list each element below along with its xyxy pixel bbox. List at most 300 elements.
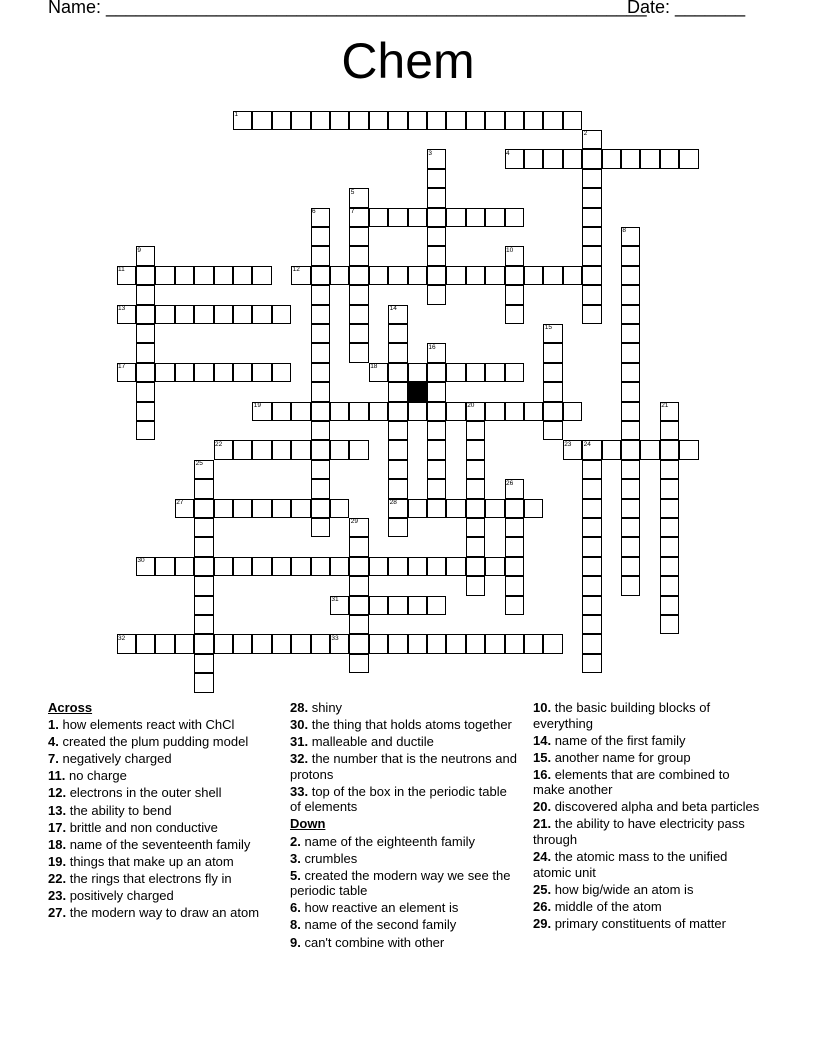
grid-cell[interactable]	[427, 169, 447, 189]
grid-cell[interactable]	[582, 537, 602, 557]
grid-cell[interactable]	[446, 499, 466, 519]
grid-cell[interactable]	[349, 557, 369, 577]
grid-cell[interactable]	[563, 440, 583, 460]
grid-cell[interactable]	[369, 557, 389, 577]
grid-cell[interactable]	[369, 596, 389, 616]
grid-cell[interactable]	[272, 305, 292, 325]
grid-cell[interactable]	[311, 111, 331, 131]
grid-cell[interactable]	[136, 324, 156, 344]
grid-cell[interactable]	[311, 382, 331, 402]
grid-cell[interactable]	[311, 266, 331, 286]
grid-cell[interactable]	[233, 363, 253, 383]
grid-cell[interactable]	[175, 557, 195, 577]
grid-cell[interactable]	[311, 402, 331, 422]
grid-cell[interactable]	[485, 208, 505, 228]
grid-cell[interactable]	[582, 440, 602, 460]
grid-cell[interactable]	[427, 246, 447, 266]
grid-cell[interactable]	[582, 266, 602, 286]
grid-cell[interactable]	[272, 111, 292, 131]
grid-cell[interactable]	[485, 363, 505, 383]
grid-cell[interactable]	[660, 596, 680, 616]
grid-cell[interactable]	[582, 149, 602, 169]
grid-cell[interactable]	[330, 634, 350, 654]
grid-cell[interactable]	[136, 305, 156, 325]
grid-cell[interactable]	[311, 246, 331, 266]
grid-cell[interactable]	[369, 634, 389, 654]
name-field[interactable]: Name: ______________________________________________________	[48, 0, 647, 17]
grid-cell[interactable]	[311, 518, 331, 538]
grid-cell[interactable]	[582, 246, 602, 266]
grid-cell[interactable]	[252, 499, 272, 519]
grid-cell[interactable]	[466, 421, 486, 441]
grid-cell[interactable]	[466, 634, 486, 654]
grid-cell[interactable]	[291, 266, 311, 286]
grid-cell[interactable]	[388, 363, 408, 383]
grid-cell[interactable]	[214, 557, 234, 577]
grid-cell[interactable]	[427, 596, 447, 616]
grid-cell[interactable]	[505, 596, 525, 616]
grid-cell[interactable]	[388, 479, 408, 499]
grid-cell[interactable]	[349, 440, 369, 460]
grid-cell[interactable]	[136, 246, 156, 266]
grid-cell[interactable]	[621, 479, 641, 499]
grid-cell[interactable]	[369, 111, 389, 131]
grid-cell[interactable]	[408, 634, 428, 654]
grid-cell[interactable]	[388, 518, 408, 538]
grid-cell[interactable]	[369, 266, 389, 286]
grid-cell[interactable]	[505, 634, 525, 654]
grid-cell[interactable]	[194, 576, 214, 596]
grid-cell[interactable]	[582, 654, 602, 674]
grid-cell[interactable]	[427, 363, 447, 383]
grid-cell[interactable]	[349, 343, 369, 363]
grid-cell[interactable]	[621, 402, 641, 422]
grid-cell[interactable]	[349, 227, 369, 247]
grid-cell[interactable]	[291, 440, 311, 460]
grid-cell[interactable]	[505, 285, 525, 305]
grid-cell[interactable]	[427, 188, 447, 208]
grid-cell[interactable]	[194, 537, 214, 557]
grid-cell[interactable]	[524, 634, 544, 654]
grid-cell[interactable]	[446, 557, 466, 577]
grid-cell[interactable]	[427, 460, 447, 480]
grid-cell[interactable]	[621, 499, 641, 519]
grid-cell[interactable]	[388, 499, 408, 519]
grid-cell[interactable]	[252, 402, 272, 422]
grid-cell[interactable]	[640, 149, 660, 169]
grid-cell[interactable]	[621, 460, 641, 480]
grid-cell[interactable]	[369, 363, 389, 383]
grid-cell[interactable]	[155, 634, 175, 654]
grid-cell[interactable]	[194, 305, 214, 325]
grid-cell[interactable]	[582, 615, 602, 635]
grid-cell[interactable]	[582, 169, 602, 189]
grid-cell[interactable]	[311, 479, 331, 499]
grid-cell[interactable]	[427, 402, 447, 422]
grid-cell[interactable]	[563, 402, 583, 422]
grid-cell[interactable]	[466, 460, 486, 480]
grid-cell[interactable]	[505, 305, 525, 325]
grid-cell[interactable]	[621, 518, 641, 538]
grid-cell[interactable]	[505, 402, 525, 422]
grid-cell[interactable]	[233, 499, 253, 519]
grid-cell[interactable]	[194, 266, 214, 286]
grid-cell[interactable]	[582, 499, 602, 519]
grid-cell[interactable]	[543, 266, 563, 286]
grid-cell[interactable]	[485, 266, 505, 286]
grid-cell[interactable]	[427, 266, 447, 286]
grid-cell[interactable]	[136, 421, 156, 441]
grid-cell[interactable]	[349, 305, 369, 325]
grid-cell[interactable]	[543, 402, 563, 422]
grid-cell[interactable]	[311, 557, 331, 577]
grid-cell[interactable]	[388, 266, 408, 286]
grid-cell[interactable]	[272, 440, 292, 460]
grid-cell[interactable]	[621, 227, 641, 247]
grid-cell[interactable]	[408, 499, 428, 519]
grid-cell[interactable]	[582, 634, 602, 654]
grid-cell[interactable]	[311, 499, 331, 519]
grid-cell[interactable]	[524, 402, 544, 422]
grid-cell[interactable]	[621, 421, 641, 441]
grid-cell[interactable]	[214, 440, 234, 460]
grid-cell[interactable]	[155, 305, 175, 325]
grid-cell[interactable]	[621, 343, 641, 363]
grid-cell[interactable]	[330, 266, 350, 286]
grid-cell[interactable]	[175, 634, 195, 654]
grid-cell[interactable]	[117, 305, 137, 325]
grid-cell[interactable]	[505, 208, 525, 228]
grid-cell[interactable]	[524, 499, 544, 519]
grid-cell[interactable]	[621, 576, 641, 596]
grid-cell[interactable]	[466, 363, 486, 383]
grid-cell[interactable]	[621, 305, 641, 325]
grid-cell[interactable]	[621, 440, 641, 460]
grid-cell[interactable]	[136, 266, 156, 286]
grid-cell[interactable]	[660, 499, 680, 519]
grid-cell[interactable]	[660, 479, 680, 499]
grid-cell[interactable]	[427, 634, 447, 654]
grid-cell[interactable]	[582, 285, 602, 305]
grid-cell[interactable]	[291, 111, 311, 131]
grid-cell[interactable]	[233, 111, 253, 131]
grid-cell[interactable]	[330, 557, 350, 577]
grid-cell[interactable]	[505, 149, 525, 169]
grid-cell[interactable]	[311, 440, 331, 460]
grid-cell[interactable]	[349, 615, 369, 635]
grid-cell[interactable]	[582, 479, 602, 499]
grid-cell[interactable]	[427, 208, 447, 228]
grid-cell[interactable]	[660, 421, 680, 441]
grid-cell[interactable]	[582, 305, 602, 325]
grid-cell[interactable]	[408, 596, 428, 616]
grid-cell[interactable]	[214, 499, 234, 519]
grid-cell[interactable]	[427, 111, 447, 131]
grid-cell[interactable]	[252, 266, 272, 286]
grid-cell[interactable]	[272, 634, 292, 654]
grid-cell[interactable]	[349, 654, 369, 674]
grid-cell[interactable]	[252, 634, 272, 654]
grid-cell[interactable]	[408, 111, 428, 131]
grid-cell[interactable]	[466, 518, 486, 538]
grid-cell[interactable]	[505, 363, 525, 383]
grid-cell[interactable]	[660, 149, 680, 169]
grid-cell[interactable]	[621, 324, 641, 344]
grid-cell[interactable]	[369, 208, 389, 228]
grid-cell[interactable]	[505, 518, 525, 538]
grid-cell[interactable]	[543, 382, 563, 402]
grid-cell[interactable]	[117, 634, 137, 654]
grid-cell[interactable]	[466, 440, 486, 460]
grid-cell[interactable]	[272, 363, 292, 383]
grid-cell[interactable]	[408, 402, 428, 422]
grid-cell[interactable]	[330, 111, 350, 131]
grid-cell[interactable]	[252, 440, 272, 460]
grid-cell[interactable]	[136, 557, 156, 577]
grid-cell[interactable]	[446, 111, 466, 131]
grid-cell[interactable]	[446, 208, 466, 228]
grid-cell[interactable]	[311, 305, 331, 325]
grid-cell[interactable]	[524, 266, 544, 286]
grid-cell[interactable]	[311, 227, 331, 247]
grid-cell[interactable]	[408, 208, 428, 228]
grid-cell[interactable]	[194, 673, 214, 693]
grid-cell[interactable]	[621, 266, 641, 286]
grid-cell[interactable]	[543, 421, 563, 441]
grid-cell[interactable]	[679, 440, 699, 460]
grid-cell[interactable]	[621, 363, 641, 383]
grid-cell[interactable]	[272, 499, 292, 519]
grid-cell[interactable]	[582, 208, 602, 228]
grid-cell[interactable]	[311, 324, 331, 344]
grid-cell[interactable]	[543, 363, 563, 383]
grid-cell[interactable]	[388, 460, 408, 480]
grid-cell[interactable]	[660, 518, 680, 538]
grid-cell[interactable]	[427, 149, 447, 169]
grid-cell[interactable]	[349, 246, 369, 266]
grid-cell[interactable]	[252, 305, 272, 325]
grid-cell[interactable]	[485, 499, 505, 519]
grid-cell[interactable]	[466, 576, 486, 596]
grid-cell[interactable]	[349, 518, 369, 538]
grid-cell[interactable]	[214, 266, 234, 286]
grid-cell[interactable]	[466, 402, 486, 422]
grid-cell[interactable]	[660, 557, 680, 577]
grid-cell[interactable]	[427, 285, 447, 305]
grid-cell[interactable]	[194, 518, 214, 538]
grid-cell[interactable]	[388, 402, 408, 422]
grid-cell[interactable]	[660, 402, 680, 422]
grid-cell[interactable]	[505, 537, 525, 557]
grid-cell[interactable]	[175, 363, 195, 383]
grid-cell[interactable]	[155, 266, 175, 286]
grid-cell[interactable]	[408, 363, 428, 383]
grid-cell[interactable]	[679, 149, 699, 169]
grid-cell[interactable]	[291, 557, 311, 577]
grid-cell[interactable]	[660, 537, 680, 557]
grid-cell[interactable]	[582, 188, 602, 208]
grid-cell[interactable]	[505, 557, 525, 577]
date-field[interactable]: Date: _______	[627, 0, 746, 17]
grid-cell[interactable]	[543, 149, 563, 169]
grid-cell[interactable]	[233, 305, 253, 325]
grid-cell[interactable]	[349, 208, 369, 228]
grid-cell[interactable]	[408, 266, 428, 286]
grid-cell[interactable]	[194, 615, 214, 635]
grid-cell[interactable]	[485, 402, 505, 422]
grid-cell[interactable]	[369, 402, 389, 422]
grid-cell[interactable]	[388, 596, 408, 616]
grid-cell[interactable]	[194, 596, 214, 616]
grid-cell[interactable]	[194, 479, 214, 499]
grid-cell[interactable]	[291, 634, 311, 654]
grid-cell[interactable]	[136, 363, 156, 383]
grid-cell[interactable]	[194, 499, 214, 519]
grid-cell[interactable]	[233, 440, 253, 460]
grid-cell[interactable]	[505, 479, 525, 499]
grid-cell[interactable]	[233, 266, 253, 286]
grid-cell[interactable]	[505, 266, 525, 286]
grid-cell[interactable]	[427, 343, 447, 363]
grid-cell[interactable]	[660, 460, 680, 480]
grid-cell[interactable]	[214, 305, 234, 325]
grid-cell[interactable]	[485, 111, 505, 131]
grid-cell[interactable]	[621, 285, 641, 305]
grid-cell[interactable]	[349, 266, 369, 286]
grid-cell[interactable]	[388, 634, 408, 654]
grid-cell[interactable]	[543, 343, 563, 363]
grid-cell[interactable]	[446, 363, 466, 383]
grid-cell[interactable]	[602, 440, 622, 460]
grid-cell[interactable]	[388, 382, 408, 402]
grid-cell[interactable]	[330, 596, 350, 616]
grid-cell[interactable]	[252, 363, 272, 383]
grid-cell[interactable]	[311, 460, 331, 480]
grid-cell[interactable]	[136, 634, 156, 654]
grid-cell[interactable]	[582, 557, 602, 577]
grid-cell[interactable]	[330, 440, 350, 460]
grid-cell[interactable]	[621, 557, 641, 577]
grid-cell[interactable]	[582, 518, 602, 538]
grid-cell[interactable]	[505, 499, 525, 519]
grid-cell[interactable]	[330, 402, 350, 422]
grid-cell[interactable]	[330, 499, 350, 519]
grid-cell[interactable]	[136, 285, 156, 305]
grid-cell[interactable]	[175, 305, 195, 325]
grid-cell[interactable]	[505, 246, 525, 266]
grid-cell[interactable]	[446, 402, 466, 422]
grid-cell[interactable]	[311, 421, 331, 441]
grid-cell[interactable]	[466, 557, 486, 577]
grid-cell[interactable]	[311, 208, 331, 228]
grid-cell[interactable]	[466, 208, 486, 228]
grid-cell[interactable]	[233, 634, 253, 654]
grid-cell[interactable]	[175, 266, 195, 286]
grid-cell[interactable]	[117, 266, 137, 286]
grid-cell[interactable]	[485, 557, 505, 577]
grid-cell[interactable]	[505, 576, 525, 596]
grid-cell[interactable]	[427, 499, 447, 519]
grid-cell[interactable]	[388, 440, 408, 460]
grid-cell[interactable]	[175, 499, 195, 519]
grid-cell[interactable]	[194, 557, 214, 577]
grid-cell[interactable]	[602, 149, 622, 169]
grid-cell[interactable]	[194, 634, 214, 654]
grid-cell[interactable]	[349, 634, 369, 654]
grid-cell[interactable]	[446, 634, 466, 654]
grid-cell[interactable]	[214, 363, 234, 383]
grid-cell[interactable]	[563, 149, 583, 169]
grid-cell[interactable]	[155, 557, 175, 577]
grid-cell[interactable]	[388, 324, 408, 344]
grid-cell[interactable]	[621, 149, 641, 169]
grid-cell[interactable]	[155, 363, 175, 383]
grid-cell[interactable]	[311, 634, 331, 654]
grid-cell[interactable]	[427, 421, 447, 441]
grid-cell[interactable]	[621, 246, 641, 266]
grid-cell[interactable]	[349, 285, 369, 305]
grid-cell[interactable]	[388, 421, 408, 441]
grid-cell[interactable]	[466, 266, 486, 286]
grid-cell[interactable]	[582, 576, 602, 596]
grid-cell[interactable]	[272, 402, 292, 422]
grid-cell[interactable]	[563, 111, 583, 131]
grid-cell[interactable]	[524, 149, 544, 169]
grid-cell[interactable]	[640, 440, 660, 460]
grid-cell[interactable]	[621, 537, 641, 557]
grid-cell[interactable]	[408, 557, 428, 577]
grid-cell[interactable]	[621, 382, 641, 402]
grid-cell[interactable]	[505, 111, 525, 131]
grid-cell[interactable]	[252, 111, 272, 131]
grid-cell[interactable]	[543, 324, 563, 344]
grid-cell[interactable]	[272, 557, 292, 577]
grid-cell[interactable]	[136, 343, 156, 363]
grid-cell[interactable]	[388, 343, 408, 363]
grid-cell[interactable]	[446, 266, 466, 286]
grid-cell[interactable]	[485, 634, 505, 654]
grid-cell[interactable]	[194, 654, 214, 674]
grid-cell[interactable]	[136, 402, 156, 422]
grid-cell[interactable]	[466, 111, 486, 131]
grid-cell[interactable]	[427, 479, 447, 499]
grid-cell[interactable]	[311, 363, 331, 383]
grid-cell[interactable]	[388, 557, 408, 577]
grid-cell[interactable]	[291, 499, 311, 519]
grid-cell[interactable]	[349, 537, 369, 557]
grid-cell[interactable]	[349, 596, 369, 616]
grid-cell[interactable]	[582, 227, 602, 247]
grid-cell[interactable]	[543, 111, 563, 131]
grid-cell[interactable]	[427, 557, 447, 577]
grid-cell[interactable]	[311, 285, 331, 305]
grid-cell[interactable]	[466, 537, 486, 557]
grid-cell[interactable]	[117, 363, 137, 383]
grid-cell[interactable]	[582, 596, 602, 616]
grid-cell[interactable]	[349, 188, 369, 208]
grid-cell[interactable]	[233, 557, 253, 577]
grid-cell[interactable]	[582, 130, 602, 150]
grid-cell[interactable]	[582, 460, 602, 480]
grid-cell[interactable]	[194, 460, 214, 480]
grid-cell[interactable]	[291, 402, 311, 422]
grid-cell[interactable]	[388, 305, 408, 325]
grid-cell[interactable]	[427, 440, 447, 460]
grid-cell[interactable]	[349, 111, 369, 131]
grid-cell[interactable]	[466, 499, 486, 519]
grid-cell[interactable]	[311, 343, 331, 363]
grid-cell[interactable]	[660, 615, 680, 635]
